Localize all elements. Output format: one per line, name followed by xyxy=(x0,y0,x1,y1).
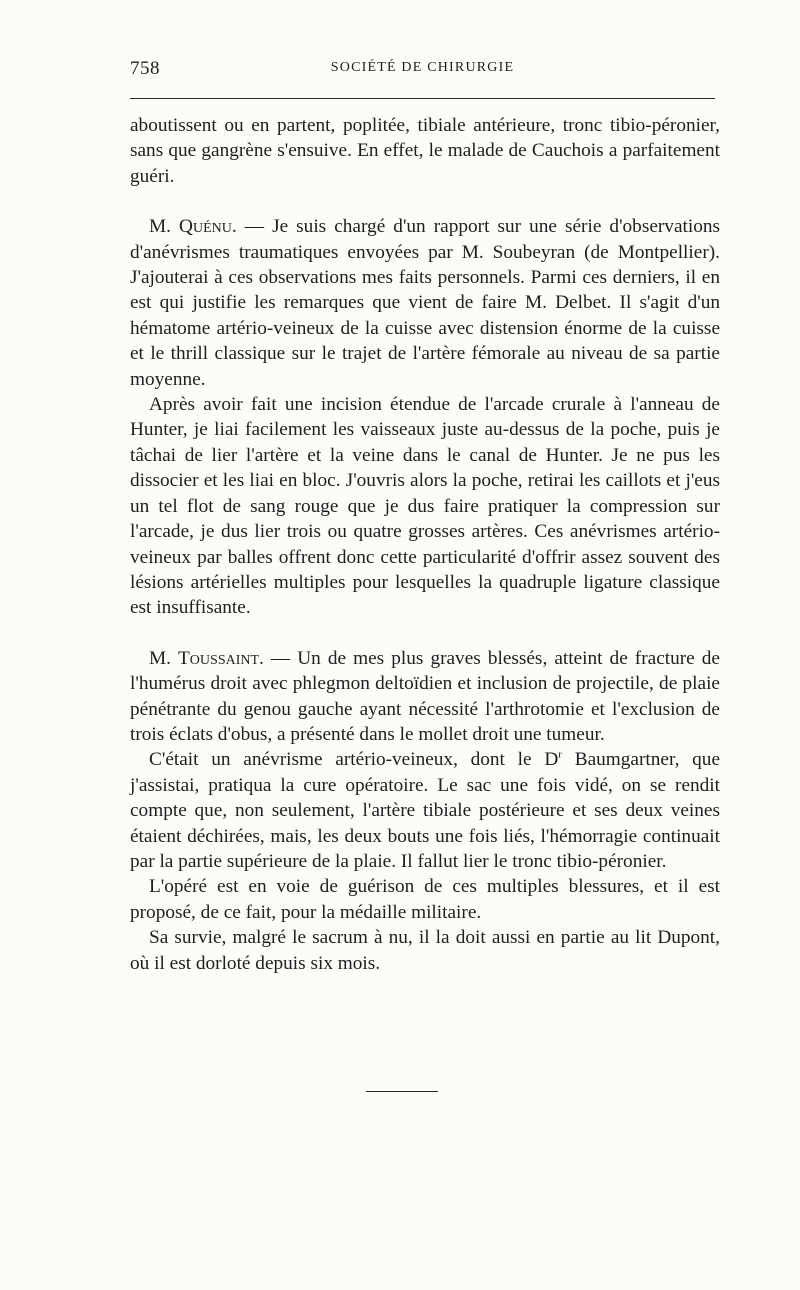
page-header xyxy=(130,58,715,84)
running-title: SOCIÉTÉ DE CHIRURGIE xyxy=(330,60,515,75)
speaker-prefix: M. xyxy=(149,216,171,238)
superscript: r xyxy=(558,748,562,761)
speaker-name-quenu: Quénu. xyxy=(179,216,237,238)
paragraph-medaille: L'opéré est en voie de guérison de ces multiples blessures, et il est proposé, de ce fait, pour la médaille militaire. xyxy=(130,876,720,923)
paragraph-continuation: aboutissent ou en partent, poplitée, tibiale antérieure, tronc tibio-péronier, sans que gangrène s'ensuive. En effet, le malade de Cauchois a parfaitement guéri. xyxy=(130,115,720,187)
speaker-name-toussaint: Toussaint. xyxy=(178,647,264,669)
paragraph-baumgartner xyxy=(130,747,720,874)
paragraph-toussaint xyxy=(130,646,720,748)
section-end-rule xyxy=(366,1091,438,1092)
paragraph-dupont: Sa survie, malgré le sacrum à nu, il la doit aussi en partie au lit Dupont, où il est dorloté depuis six mois. xyxy=(130,927,720,974)
page-number: 758 xyxy=(130,58,160,79)
paragraph-quenu xyxy=(130,214,720,392)
speaker-prefix: M. xyxy=(149,647,171,669)
paragraph-hunter: Après avoir fait une incision étendue de l'arcade crurale à l'anneau de Hunter, je liai facilement les vaisseaux juste au-dessus de la poche, puis je tâchai de lier l'artère et la veine dans le canal de Hunter. Je ne pus les dissocier et les liai en bloc. J'ouvris alors la poche, retirai les caillots et j'eus un tel flot de sang rouge que je dus faire pratiquer la compression sur l'arcade, je dus lier trois ou quatre grosses artères. Ces anévrismes artério-veineux par balles offrent donc cette particularité d'offrir assez souvent des lésions artérielles multiples pour lesquelles la quadruple ligature classique est insuffisante. xyxy=(130,394,720,619)
paragraph-text: — Je suis chargé d'un rapport sur une série d'observations d'anévrismes traumatiques envoyées par M. Soubeyran (de Montpellier). J'ajouterai à ces observations mes faits personnels. Parmi ces derniers, il en est qui justifie les remarques que vient de faire M. Delbet. Il s'agit d'un hématome artério-veineux de la cuisse avec distension énorme de la cuisse et le thrill classique sur le trajet de l'artère fémorale au niveau de sa partie moyenne. xyxy=(130,216,721,390)
paragraph-text: C'était un anévrisme artério-veineux, dont le D xyxy=(149,749,559,771)
paragraph-text: — Un de mes plus graves blessés, atteint de fracture de l'humérus droit avec phlegmon deltoïdien et inclusion de projectile, de plaie pénétrante du genou gauche ayant nécessité l'arthrotomie et l'exclusion de trois éclats d'obus, a présenté dans le mollet droit une tumeur. xyxy=(130,647,720,745)
body-text xyxy=(130,113,720,976)
header-rule xyxy=(130,98,715,99)
paragraph-text: Baumgartner, que j'assistai, pratiqua la cure opératoire. Le sac une fois vidé, on se rendit compte que, non seulement, l'artère tibiale postérieure et ses deux veines étaient déchirées, mais, les deux bouts une fois liés, l'hémorragie continuait par la partie supérieure de la plaie. Il fallut lier le tronc tibio-péronier. xyxy=(130,749,721,872)
